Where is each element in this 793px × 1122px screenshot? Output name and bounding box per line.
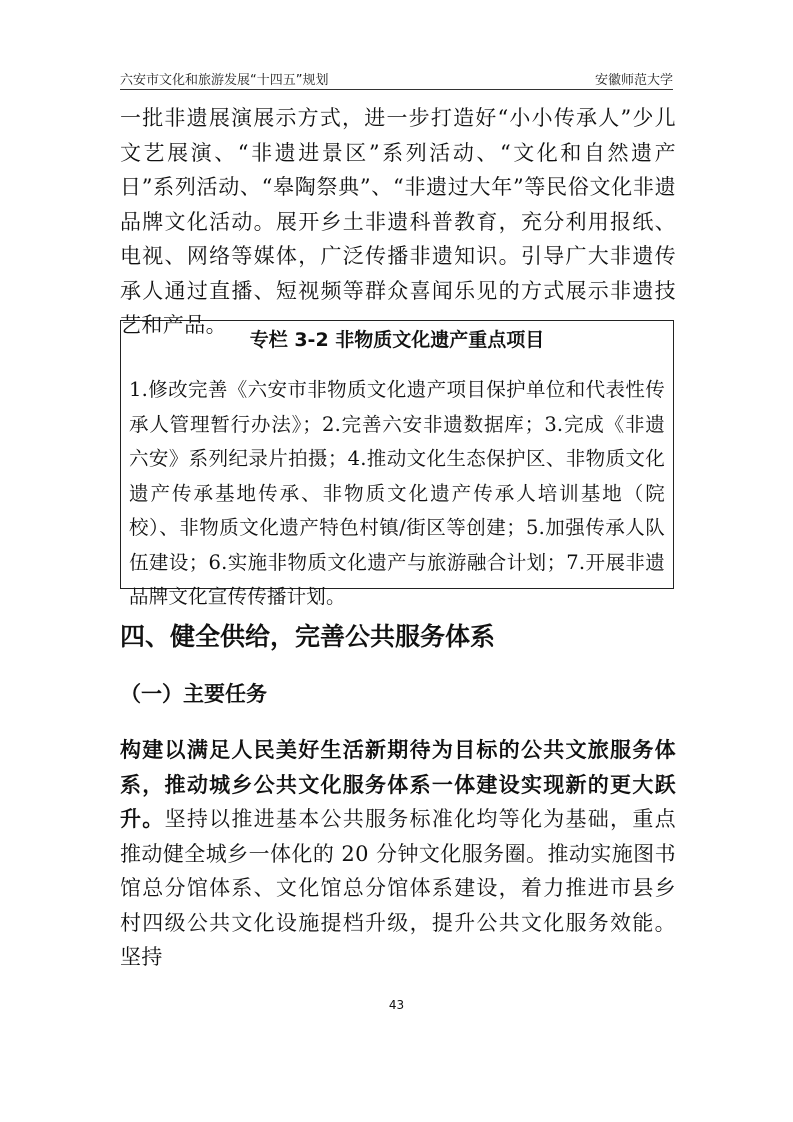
main-paragraph-lead: 构建以满足人民美好生活新期待为目标的公共文旅服务体系，推动城乡公共文化服务体系一体建设实现新的更大跃升。	[120, 738, 676, 831]
intro-paragraph: 一批非遗展演展示方式，进一步打造好“小小传承人”少儿文艺展演、“非遗进景区”系列活动、“文化和自然遗产日”系列活动、“皋陶祭典”、“非遗过大年”等民俗文化非遗品牌文化活动。展开乡土非遗科普教育，充分利用报纸、电视、网络等媒体，广泛传播非遗知识。引导广大非遗传承人通过直播、短视频等群众喜闻乐见的方式展示非遗技艺和产品。	[120, 106, 676, 337]
feature-box	[120, 320, 674, 608]
page-number: 43	[388, 998, 405, 1012]
header-divider	[120, 89, 673, 90]
section-heading: 四、健全供给，完善公共服务体系	[120, 622, 496, 651]
main-paragraph	[120, 733, 676, 975]
feature-box-body: 1.修改完善《六安市非物质文化遗产项目保护单位和代表性传承人管理暂行办法》；2.完善六安非遗数据库；3.完成《非遗六安》系列纪录片拍摄；4.推动文化生态保护区、非物质文化遗产传承基地传承、非物质文化遗产传承人培训基地（院校）、非物质文化遗产特色村镇/街区等创建；5.加强传承人队伍建设；6.实施非物质文化遗产与旅游融合计划；7.开展非遗品牌文化宣传传播计划。	[129, 378, 665, 608]
feature-box-title: 专栏 3-2 非物质文化遗产重点项目	[249, 329, 545, 351]
main-paragraph-body: 坚持以推进基本公共服务标准化均等化为基础，重点推动健全城乡一体化的 20 分钟文化服务圈。推动实施图书馆总分馆体系、文化馆总分馆体系建设，着力推进市县乡村四级公共文化设施提档升级，提升公共文化服务效能。坚持	[120, 807, 676, 969]
running-header-institution: 安徽师范大学	[594, 73, 673, 88]
running-header-title: 六安市文化和旅游发展“十四五”规划	[120, 73, 329, 88]
subsection-heading: （一）主要任务	[120, 682, 267, 706]
